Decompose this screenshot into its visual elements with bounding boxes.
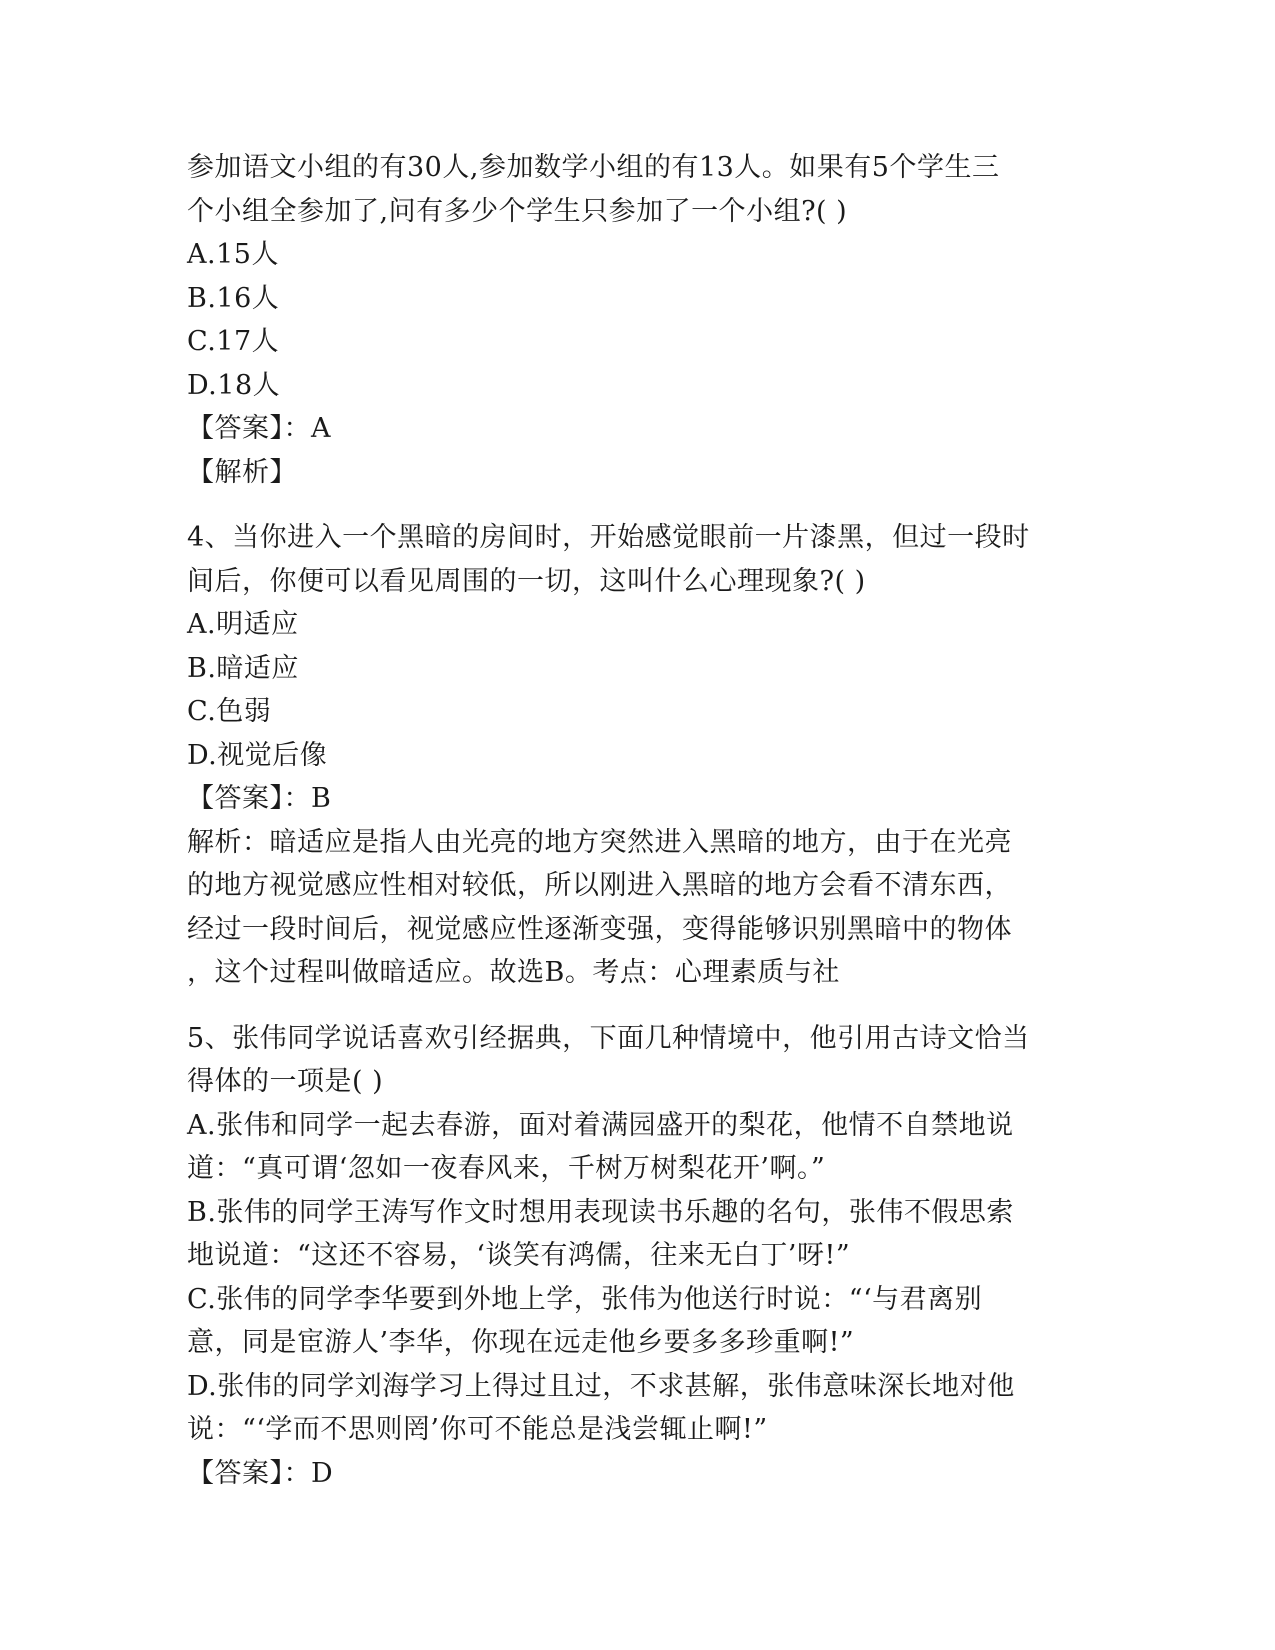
question-5-option-b-line-2: 地说道：“这还不容易，‘谈笑有鸿儒，往来无白丁’呀!” (187, 1240, 851, 1271)
question-4-analysis-line-2: 的地方视觉感应性相对较低，所以刚进入黑暗的地方会看不清东西， (187, 870, 1012, 901)
question-3 (187, 146, 1087, 494)
page-content (187, 146, 1087, 1495)
question-3-answer: 【答案】：A (187, 413, 331, 444)
question-5-option-a-line-2: 道：“真可谓‘忽如一夜春风来，千树万树梨花开’啊。” (187, 1153, 826, 1184)
question-3-option-c: C.17人 (187, 326, 280, 357)
question-5 (187, 1017, 1087, 1496)
question-5-answer: 【答案】：D (187, 1457, 334, 1489)
question-5-stem-line-1: 5、张伟同学说话喜欢引经据典，下面几种情境中，他引用古诗文恰当 (187, 1022, 1030, 1054)
question-4-analysis-line-1: 解析：暗适应是指人由光亮的地方突然进入黑暗的地方，由于在光亮 (187, 826, 1012, 858)
question-5-option-d-line-1: D.张伟的同学刘海学习上得过且过，不求甚解，张伟意味深长地对他 (187, 1370, 1015, 1402)
question-4-option-d: D.视觉后像 (187, 739, 328, 771)
question-5-option-d-line-2: 说：“‘学而不思则罔’你可不能总是浅尝辄止啊!” (187, 1414, 768, 1445)
spacer (187, 995, 1087, 1017)
question-5-option-b-line-1: B.张伟的同学王涛写作文时想用表现读书乐趣的名句，张伟不假思索 (187, 1196, 1014, 1228)
question-4-answer: 【答案】：B (187, 783, 332, 814)
question-4-option-b: B.暗适应 (187, 652, 299, 684)
question-3-option-a: A.15人 (187, 239, 279, 270)
question-4-stem-line-1: 4、当你进入一个黑暗的房间时，开始感觉眼前一片漆黑，但过一段时 (187, 522, 1030, 553)
question-4 (187, 516, 1087, 995)
question-5-option-c-line-2: 意，同是宦游人’李华，你现在远走他乡要多多珍重啊!” (187, 1327, 855, 1358)
spacer (187, 494, 1087, 516)
question-5-option-c-line-1: C.张伟的同学李华要到外地上学，张伟为他送行时说：“‘与君离别 (187, 1283, 983, 1315)
question-3-option-b: B.16人 (187, 282, 280, 314)
question-4-stem-line-2: 间后，你便可以看见周围的一切，这叫什么心理现象?( ) (187, 565, 866, 597)
question-5-option-a-line-1: A.张伟和同学一起去春游，面对着满园盛开的梨花，他情不自禁地说 (187, 1109, 1014, 1141)
question-3-option-d: D.18人 (187, 369, 281, 401)
question-4-analysis-line-4: ，这个过程叫做暗适应。故选B。考点：心理素质与社 (187, 957, 840, 988)
question-4-analysis-line-3: 经过一段时间后，视觉感应性逐渐变强，变得能够识别黑暗中的物体 (187, 913, 1012, 945)
question-3-stem-line-2: 个小组全参加了,问有多少个学生只参加了一个小组?( ) (187, 195, 848, 227)
question-3-analysis: 【解析】 (187, 456, 297, 488)
question-3-stem-line-1: 参加语文小组的有30人,参加数学小组的有13人。如果有5个学生三 (187, 152, 1000, 183)
question-5-stem-line-2: 得体的一项是( ) (187, 1066, 384, 1097)
question-4-option-c: C.色弱 (187, 696, 272, 727)
question-4-option-a: A.明适应 (187, 609, 299, 640)
